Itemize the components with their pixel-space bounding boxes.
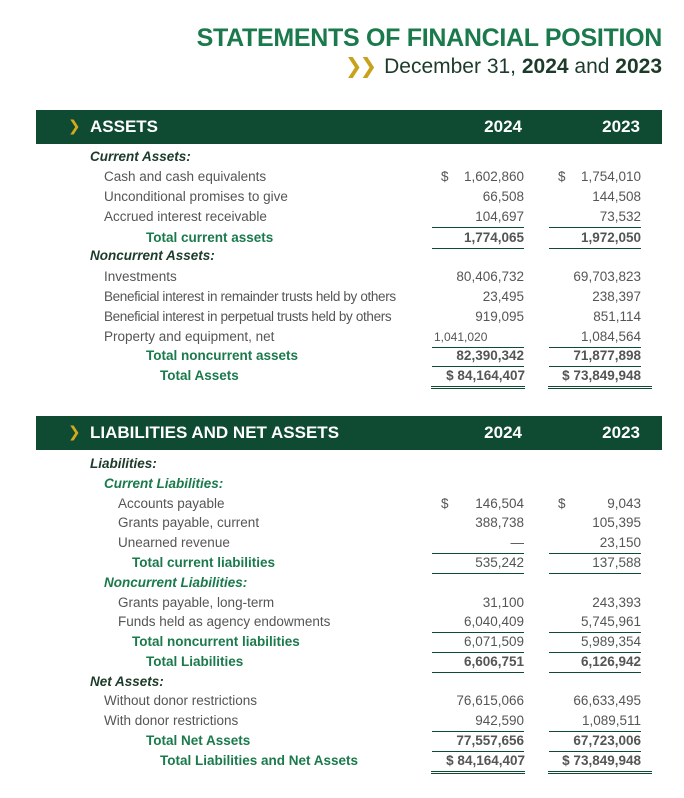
value-2024 bbox=[432, 533, 524, 554]
total-row bbox=[0, 366, 684, 386]
value-text: 6,606,751 bbox=[463, 654, 524, 669]
value-text: 535,242 bbox=[475, 555, 524, 570]
value-2023 bbox=[549, 187, 641, 207]
table-row bbox=[0, 711, 684, 731]
page-title: STATEMENTS OF FINANCIAL POSITION bbox=[196, 24, 662, 52]
value-2024 bbox=[432, 327, 524, 348]
value-2023 bbox=[549, 494, 641, 514]
noncurrent-assets-heading-row bbox=[0, 246, 684, 266]
table-row bbox=[0, 494, 684, 514]
value-text: 5,745,961 bbox=[580, 614, 641, 629]
subtotal-row bbox=[0, 228, 684, 248]
table-row bbox=[0, 187, 684, 207]
liabilities-col-2023: 2023 bbox=[602, 423, 640, 442]
value-text: 1,041,020 bbox=[434, 330, 488, 344]
subtotal-row bbox=[0, 553, 684, 573]
row-label: Without donor restrictions bbox=[104, 693, 258, 708]
value-text: 66,633,495 bbox=[573, 693, 641, 708]
row-label: Total Assets bbox=[160, 368, 239, 383]
row-label: Property and equipment, net bbox=[104, 329, 275, 344]
value-2024 bbox=[432, 652, 524, 673]
value-2023 bbox=[549, 533, 641, 554]
value-text: 942,590 bbox=[475, 713, 524, 728]
value-text: 73,532 bbox=[599, 209, 641, 224]
assets-col-2024: 2024 bbox=[484, 117, 522, 136]
value-text: 1,084,564 bbox=[580, 329, 641, 344]
value-2024 bbox=[432, 494, 524, 514]
row-label: Grants payable, current bbox=[118, 515, 260, 530]
table-row bbox=[0, 267, 684, 287]
value-text: 1,754,010 bbox=[580, 169, 641, 184]
value-text: $ 73,849,948 bbox=[562, 753, 641, 768]
value-2023 bbox=[549, 593, 641, 613]
table-row bbox=[0, 167, 684, 187]
value-text: 1,602,860 bbox=[463, 169, 524, 184]
net-assets-heading-row bbox=[0, 672, 684, 692]
value-2024 bbox=[432, 207, 524, 228]
double-chevron-icon: ❯❯ bbox=[344, 55, 375, 78]
value-text: — bbox=[510, 535, 524, 550]
row-label: Investments bbox=[104, 269, 177, 284]
row-label: Accounts payable bbox=[118, 496, 225, 511]
value-2023 bbox=[549, 553, 641, 574]
value-text: 104,697 bbox=[475, 209, 524, 224]
row-label: With donor restrictions bbox=[104, 713, 239, 728]
section-heading: Net Assets: bbox=[90, 674, 164, 689]
grand-total-row bbox=[0, 751, 684, 771]
table-row bbox=[0, 513, 684, 533]
value-2024 bbox=[431, 751, 525, 774]
value-2023 bbox=[549, 691, 641, 711]
value-text: 1,774,065 bbox=[463, 230, 524, 245]
value-text: 105,395 bbox=[592, 515, 641, 530]
dollar-sign: $ bbox=[441, 496, 449, 511]
value-2023 bbox=[549, 167, 641, 187]
value-2024 bbox=[432, 731, 524, 752]
value-2023 bbox=[549, 207, 641, 228]
value-2024 bbox=[432, 307, 524, 327]
value-text: 82,390,342 bbox=[456, 348, 524, 363]
value-text: 9,043 bbox=[607, 496, 641, 511]
value-2023 bbox=[549, 307, 641, 327]
value-2023 bbox=[548, 751, 652, 774]
value-text: 67,723,006 bbox=[573, 733, 641, 748]
assets-heading: ASSETS bbox=[90, 117, 159, 136]
row-label: Cash and cash equivalents bbox=[104, 169, 267, 184]
value-text: $ 73,849,948 bbox=[562, 368, 641, 383]
row-label: Total noncurrent liabilities bbox=[132, 634, 300, 649]
row-label: Total Liabilities and Net Assets bbox=[160, 753, 359, 768]
value-2023 bbox=[549, 327, 641, 348]
liabilities-heading: LIABILITIES AND NET ASSETS bbox=[90, 423, 340, 442]
value-2023 bbox=[549, 267, 641, 287]
table-row bbox=[0, 612, 684, 632]
row-label: Accrued interest receivable bbox=[104, 209, 267, 224]
value-2023 bbox=[549, 632, 641, 653]
row-label: Unearned revenue bbox=[118, 535, 230, 550]
value-2024 bbox=[432, 187, 524, 207]
value-2023 bbox=[548, 366, 652, 389]
value-text: 243,393 bbox=[592, 595, 641, 610]
value-text: 66,508 bbox=[482, 189, 524, 204]
value-text: 31,100 bbox=[482, 595, 524, 610]
row-label: Total Liabilities bbox=[146, 654, 244, 669]
row-label: Funds held as agency endowments bbox=[118, 614, 331, 629]
page-header bbox=[197, 24, 662, 80]
chevron-right-icon: ❯ bbox=[68, 118, 81, 135]
chevron-right-icon: ❯ bbox=[68, 424, 81, 441]
value-2024 bbox=[432, 612, 524, 633]
value-text: 6,126,942 bbox=[580, 654, 641, 669]
value-text: 144,508 bbox=[592, 189, 641, 204]
table-row bbox=[0, 533, 684, 553]
value-2024 bbox=[432, 287, 524, 307]
table-row bbox=[0, 691, 684, 711]
row-label: Beneficial interest in perpetual trusts held by others bbox=[104, 309, 392, 324]
assets-col-2023: 2023 bbox=[602, 117, 640, 136]
value-text: 388,738 bbox=[475, 515, 524, 530]
value-2023 bbox=[549, 652, 641, 673]
current-liabilities-heading-row bbox=[0, 474, 684, 494]
value-2024 bbox=[432, 267, 524, 287]
value-text: $ 84,164,407 bbox=[446, 753, 525, 768]
value-text: 23,150 bbox=[599, 535, 641, 550]
value-text: 80,406,732 bbox=[456, 269, 524, 284]
section-heading: Noncurrent Liabilities: bbox=[104, 575, 248, 590]
value-text: 77,557,656 bbox=[456, 733, 524, 748]
value-2024 bbox=[432, 346, 524, 367]
value-text: 851,114 bbox=[593, 309, 641, 324]
value-2023 bbox=[549, 731, 641, 752]
subtotal-row bbox=[0, 346, 684, 366]
value-2024 bbox=[432, 167, 524, 187]
value-text: 238,397 bbox=[592, 289, 641, 304]
row-label: Total Net Assets bbox=[146, 733, 251, 748]
row-label: Total current liabilities bbox=[132, 555, 276, 570]
value-text: 6,071,509 bbox=[463, 634, 524, 649]
value-text: 919,095 bbox=[475, 309, 524, 324]
liabilities-header-bar bbox=[36, 416, 662, 450]
section-heading: Current Assets: bbox=[90, 149, 191, 164]
value-2023 bbox=[549, 612, 641, 633]
subtotal-row bbox=[0, 652, 684, 672]
subtotal-row bbox=[0, 632, 684, 652]
value-2023 bbox=[549, 711, 641, 732]
page-subtitle bbox=[197, 54, 662, 80]
table-row bbox=[0, 207, 684, 227]
row-label: Total current assets bbox=[146, 230, 274, 245]
noncurrent-liabilities-heading-row bbox=[0, 573, 684, 593]
value-text: 1,972,050 bbox=[580, 230, 641, 245]
dollar-sign: $ bbox=[558, 496, 566, 511]
value-2023 bbox=[549, 346, 641, 367]
value-2023 bbox=[549, 287, 641, 307]
value-text: $ 84,164,407 bbox=[446, 368, 525, 383]
value-text: 23,495 bbox=[482, 289, 524, 304]
liabilities-col-2024: 2024 bbox=[484, 423, 522, 442]
value-text: 69,703,823 bbox=[573, 269, 641, 284]
table-row bbox=[0, 593, 684, 613]
assets-header-bar bbox=[36, 110, 662, 144]
subtotal-row bbox=[0, 731, 684, 751]
value-2024 bbox=[432, 553, 524, 574]
value-2024 bbox=[432, 632, 524, 653]
value-text: 71,877,898 bbox=[573, 348, 641, 363]
row-label: Total noncurrent assets bbox=[146, 348, 299, 363]
value-text: 1,089,511 bbox=[581, 713, 641, 728]
value-2024 bbox=[432, 513, 524, 533]
row-label: Beneficial interest in remainder trusts held by others bbox=[104, 289, 396, 304]
date-and: and bbox=[568, 55, 616, 78]
value-2024 bbox=[432, 691, 524, 711]
value-2023 bbox=[549, 513, 641, 533]
value-2024 bbox=[432, 711, 524, 732]
row-label: Grants payable, long-term bbox=[118, 595, 275, 610]
value-text: 76,615,066 bbox=[456, 693, 524, 708]
value-text: 6,040,409 bbox=[463, 614, 524, 629]
row-label: Unconditional promises to give bbox=[104, 189, 288, 204]
section-heading: Noncurrent Assets: bbox=[90, 248, 215, 263]
year-a: 2024 bbox=[521, 55, 569, 78]
value-2024 bbox=[431, 366, 525, 389]
table-row bbox=[0, 327, 684, 347]
section-heading: Current Liabilities: bbox=[104, 476, 224, 491]
table-row bbox=[0, 307, 684, 327]
dollar-sign: $ bbox=[558, 169, 566, 184]
year-b: 2023 bbox=[615, 55, 662, 78]
value-text: 5,989,354 bbox=[580, 634, 641, 649]
dollar-sign: $ bbox=[441, 169, 449, 184]
value-2024 bbox=[432, 593, 524, 613]
table-row bbox=[0, 287, 684, 307]
section-heading: Liabilities: bbox=[90, 456, 157, 471]
value-text: 146,504 bbox=[475, 496, 524, 511]
liabilities-heading-row bbox=[0, 454, 684, 474]
date-prefix: December 31, bbox=[384, 55, 522, 78]
value-text: 137,588 bbox=[592, 555, 641, 570]
current-assets-heading-row bbox=[0, 147, 684, 167]
